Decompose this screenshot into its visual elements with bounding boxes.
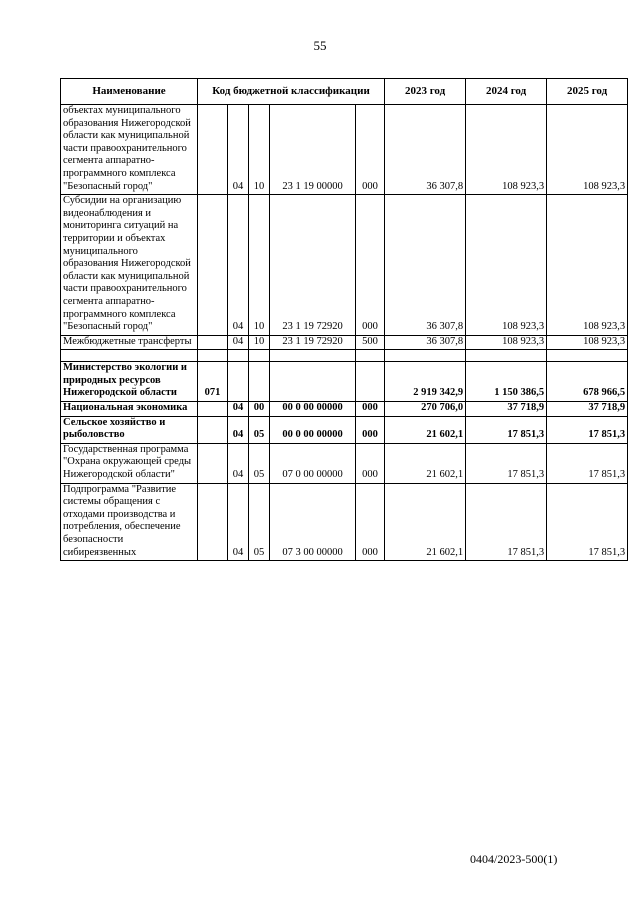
header-row <box>61 79 628 105</box>
cell-2023: 36 307,8 <box>385 195 466 336</box>
cell-ved <box>198 335 228 350</box>
cell-ved <box>198 483 228 561</box>
cell-name: Министерство экологии и природных ресурсов Нижегородской области <box>61 362 198 402</box>
cell-csr: 07 3 00 00000 <box>270 483 356 561</box>
cell-csr: 23 1 19 72920 <box>270 335 356 350</box>
cell-ved <box>198 105 228 195</box>
cell-2023: 21 602,1 <box>385 416 466 443</box>
spacer-cell <box>228 350 249 362</box>
spacer-row <box>61 350 628 362</box>
cell-name: Национальная экономика <box>61 402 198 417</box>
header-2024: 2024 год <box>466 79 547 105</box>
cell-2023: 21 602,1 <box>385 443 466 483</box>
cell-pr: 10 <box>249 195 270 336</box>
cell-name: Сельское хозяйство и рыболовство <box>61 416 198 443</box>
cell-2023: 21 602,1 <box>385 483 466 561</box>
spacer-cell <box>270 350 356 362</box>
cell-2025: 37 718,9 <box>547 402 628 417</box>
cell-vr <box>356 362 385 402</box>
cell-name: Межбюджетные трансферты <box>61 335 198 350</box>
table-body <box>61 105 628 561</box>
cell-vr: 000 <box>356 443 385 483</box>
cell-2024: 1 150 386,5 <box>466 362 547 402</box>
header-2025: 2025 год <box>547 79 628 105</box>
cell-2023: 2 919 342,9 <box>385 362 466 402</box>
spacer-cell <box>249 350 270 362</box>
cell-vr: 000 <box>356 195 385 336</box>
cell-rz <box>228 362 249 402</box>
cell-2025: 108 923,3 <box>547 335 628 350</box>
cell-2025: 17 851,3 <box>547 483 628 561</box>
cell-2024: 108 923,3 <box>466 335 547 350</box>
cell-2025: 17 851,3 <box>547 416 628 443</box>
cell-rz: 04 <box>228 416 249 443</box>
cell-name: Субсидии на организацию видеонаблюдения и мониторинга ситуаций на территории и объектах муниципального образования Нижегородской области как муниципальной части правоохранительного сегмента аппаратно-программного комплекса "Безопасный город" <box>61 195 198 336</box>
cell-2023: 36 307,8 <box>385 335 466 350</box>
budget-table <box>60 78 628 561</box>
cell-2025: 678 966,5 <box>547 362 628 402</box>
document-code: 0404/2023-500(1) <box>470 852 558 866</box>
cell-name: Подпрограмма "Развитие системы обращения с отходами производства и потребления, обеспечение безопасности сибиреязвенных <box>61 483 198 561</box>
cell-ved <box>198 195 228 336</box>
table-row <box>61 402 628 417</box>
header-2023: 2023 год <box>385 79 466 105</box>
cell-2023: 36 307,8 <box>385 105 466 195</box>
spacer-cell <box>356 350 385 362</box>
cell-rz: 04 <box>228 483 249 561</box>
cell-rz: 04 <box>228 105 249 195</box>
spacer-cell <box>466 350 547 362</box>
cell-ved <box>198 416 228 443</box>
cell-vr: 500 <box>356 335 385 350</box>
table-row <box>61 362 628 402</box>
table-row <box>61 105 628 195</box>
cell-vr: 000 <box>356 483 385 561</box>
table-row <box>61 335 628 350</box>
page-number: 55 <box>313 38 327 53</box>
cell-pr <box>249 362 270 402</box>
cell-2024: 17 851,3 <box>466 483 547 561</box>
cell-2024: 17 851,3 <box>466 416 547 443</box>
cell-rz: 04 <box>228 335 249 350</box>
cell-csr: 07 0 00 00000 <box>270 443 356 483</box>
cell-name: Государственная программа "Охрана окружающей среды Нижегородской области" <box>61 443 198 483</box>
cell-vr: 000 <box>356 416 385 443</box>
cell-pr: 05 <box>249 416 270 443</box>
table-row <box>61 416 628 443</box>
cell-2024: 108 923,3 <box>466 105 547 195</box>
header-name: Наименование <box>61 79 198 105</box>
cell-pr: 10 <box>249 105 270 195</box>
cell-pr: 10 <box>249 335 270 350</box>
cell-pr: 05 <box>249 483 270 561</box>
cell-rz: 04 <box>228 443 249 483</box>
cell-pr: 05 <box>249 443 270 483</box>
cell-csr: 00 0 00 00000 <box>270 416 356 443</box>
header-code: Код бюджетной классификации <box>198 79 385 105</box>
cell-2025: 17 851,3 <box>547 443 628 483</box>
table-row <box>61 443 628 483</box>
spacer-cell <box>385 350 466 362</box>
cell-csr: 00 0 00 00000 <box>270 402 356 417</box>
spacer-cell <box>198 350 228 362</box>
cell-ved <box>198 443 228 483</box>
cell-2025: 108 923,3 <box>547 105 628 195</box>
cell-rz: 04 <box>228 195 249 336</box>
cell-2023: 270 706,0 <box>385 402 466 417</box>
cell-vr: 000 <box>356 402 385 417</box>
cell-2025: 108 923,3 <box>547 195 628 336</box>
spacer-cell <box>61 350 198 362</box>
cell-ved <box>198 402 228 417</box>
cell-csr: 23 1 19 00000 <box>270 105 356 195</box>
cell-csr: 23 1 19 72920 <box>270 195 356 336</box>
cell-vr: 000 <box>356 105 385 195</box>
cell-2024: 108 923,3 <box>466 195 547 336</box>
spacer-cell <box>547 350 628 362</box>
cell-rz: 04 <box>228 402 249 417</box>
cell-name: объектах муниципального образования Нижегородской области как муниципальной части правоохранительного сегмента аппаратно-программного комплекса "Безопасный город" <box>61 105 198 195</box>
cell-pr: 00 <box>249 402 270 417</box>
cell-2024: 17 851,3 <box>466 443 547 483</box>
table-row <box>61 195 628 336</box>
cell-csr <box>270 362 356 402</box>
cell-2024: 37 718,9 <box>466 402 547 417</box>
table-row <box>61 483 628 561</box>
cell-ved: 071 <box>198 362 228 402</box>
